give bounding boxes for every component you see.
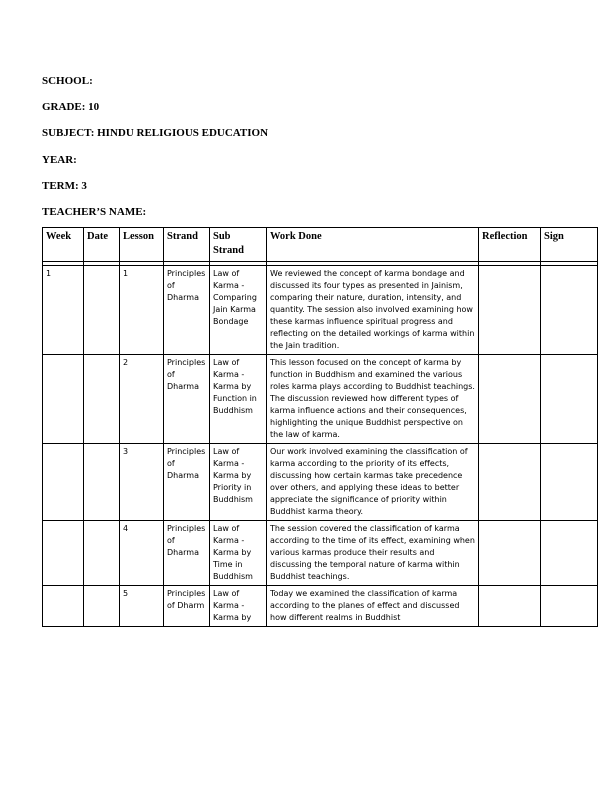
strand-cell: Principles of Dharma bbox=[164, 444, 210, 521]
reflection-cell bbox=[479, 266, 541, 355]
work-done-cell: The session covered the classification of karma according to the time of its effect, examining when various karmas produce their results and discussing the temporal nature of karma within Buddhist teachings. bbox=[267, 521, 479, 586]
teacher-name-label: TEACHER’S NAME: bbox=[42, 205, 147, 218]
table-row bbox=[43, 586, 598, 627]
strand-cell: Principles of Dharma bbox=[164, 521, 210, 586]
strand-cell: Principles of Dharma bbox=[164, 355, 210, 444]
school-label: SCHOOL: bbox=[42, 75, 93, 87]
sub-strand-cell: Law of Karma - Karma by Time in Buddhism bbox=[210, 521, 267, 586]
reflection-cell bbox=[479, 586, 541, 627]
date-cell bbox=[84, 521, 120, 586]
grade-label: GRADE: 10 bbox=[42, 101, 100, 114]
sub-strand-cell: Law of Karma - Comparing Jain Karma Bondage bbox=[210, 266, 267, 355]
date-cell bbox=[84, 586, 120, 627]
sign-cell bbox=[541, 521, 598, 586]
table-row bbox=[43, 355, 598, 444]
work-done-cell: Our work involved examining the classification of karma according to the priority of its effects, discussing how certain karmas take precedence over others, and applying these ideas to better appreciate the significance of priority within Buddhist karma theory. bbox=[267, 444, 479, 521]
sub-strand-cell: Law of Karma - Karma by Priority in Buddhism bbox=[210, 444, 267, 521]
term-label: TERM: 3 bbox=[42, 179, 87, 192]
sub-strand-cell: Law of Karma - Karma by bbox=[210, 586, 267, 627]
strand-cell: Principles of Dharma bbox=[164, 266, 210, 355]
work-done-cell: This lesson focused on the concept of karma by function in Buddhism and examined the various roles karma plays according to Buddhist teachings. The discussion reviewed how different types of karma influence actions and their consequences, highlighting the unique Buddhist perspective on the law of karma. bbox=[267, 355, 479, 444]
table-row bbox=[43, 521, 598, 586]
lesson-cell: 4 bbox=[120, 521, 164, 586]
column-header-sign: Sign bbox=[541, 228, 598, 262]
column-header-sub-strand: Sub Strand bbox=[210, 228, 267, 262]
reflection-cell bbox=[479, 521, 541, 586]
column-header-work-done: Work Done bbox=[267, 228, 479, 262]
table-row bbox=[43, 266, 598, 355]
lesson-cell: 1 bbox=[120, 266, 164, 355]
lesson-cell: 5 bbox=[120, 586, 164, 627]
strand-cell: Principles of Dharm bbox=[164, 586, 210, 627]
week-cell bbox=[43, 521, 84, 586]
reflection-cell bbox=[479, 355, 541, 444]
sub-strand-cell: Law of Karma - Karma by Function in Buddhism bbox=[210, 355, 267, 444]
column-header-week: Week bbox=[43, 228, 84, 262]
date-cell bbox=[84, 355, 120, 444]
lesson-cell: 2 bbox=[120, 355, 164, 444]
table-row bbox=[43, 444, 598, 521]
document-header bbox=[42, 74, 268, 231]
week-cell bbox=[43, 355, 84, 444]
date-cell bbox=[84, 266, 120, 355]
sign-cell bbox=[541, 266, 598, 355]
sign-cell bbox=[541, 586, 598, 627]
week-cell: 1 bbox=[43, 266, 84, 355]
column-header-lesson: Lesson bbox=[120, 228, 164, 262]
sign-cell bbox=[541, 444, 598, 521]
week-cell bbox=[43, 444, 84, 521]
week-cell bbox=[43, 586, 84, 627]
date-cell bbox=[84, 444, 120, 521]
year-label: YEAR: bbox=[42, 153, 77, 166]
table-header-row bbox=[43, 228, 598, 262]
lesson-cell: 3 bbox=[120, 444, 164, 521]
column-header-strand: Strand bbox=[164, 228, 210, 262]
subject-label: SUBJECT: HINDU RELIGIOUS EDUCATION bbox=[42, 127, 269, 140]
work-done-cell: Today we examined the classification of karma according to the planes of effect and discussed how different realms in Buddhist bbox=[267, 586, 479, 627]
sign-cell bbox=[541, 355, 598, 444]
column-header-reflection: Reflection bbox=[479, 228, 541, 262]
record-of-work-table bbox=[42, 227, 598, 627]
reflection-cell bbox=[479, 444, 541, 521]
work-done-cell: We reviewed the concept of karma bondage and discussed its four types as presented in Jainism, comparing their nature, duration, intensity, and quantity. The session also involved examining how these karmas influence spiritual progress and reflecting on the detailed workings of karma within the Jain tradition. bbox=[267, 266, 479, 355]
column-header-date: Date bbox=[84, 228, 120, 262]
